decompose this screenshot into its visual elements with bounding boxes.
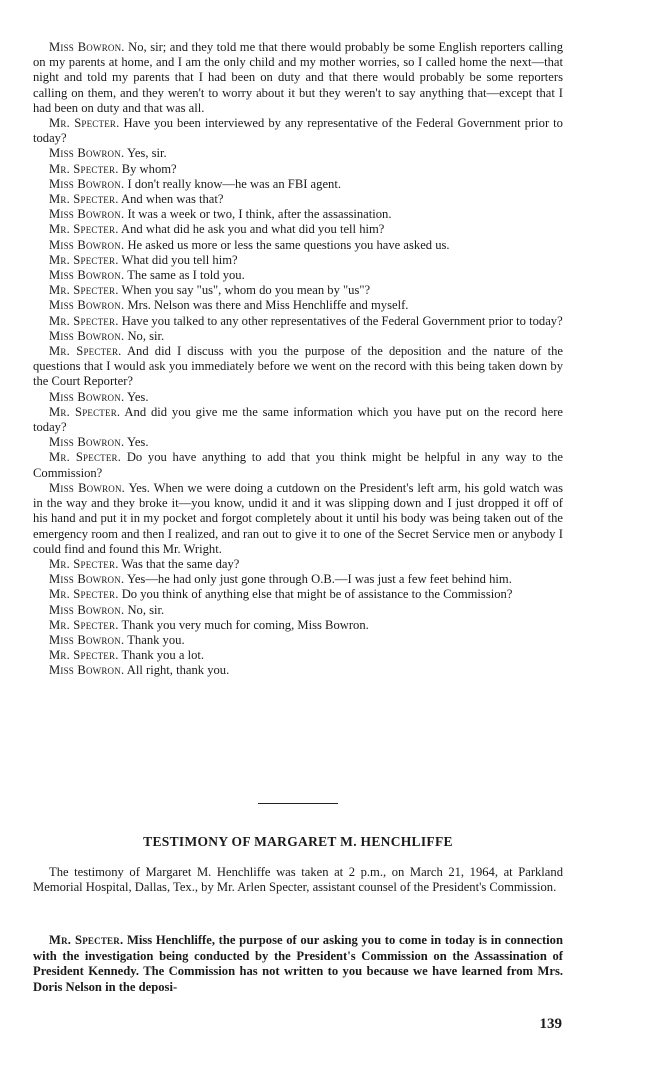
speaker-label: Mr. Specter. <box>49 116 120 131</box>
opening-paragraph <box>33 933 563 995</box>
spoken-text: Mrs. Nelson was there and Miss Henchliffe and myself. <box>124 298 409 313</box>
speaker-label: Mr. Specter. <box>49 161 119 176</box>
speaker-label: Mr. Specter. <box>49 192 119 207</box>
spoken-text: And what did he ask you and what did you tell him? <box>118 222 385 237</box>
spoken-text: Have you been interviewed by any representative of the Federal Government prior to today? <box>33 116 563 146</box>
speaker-label: Miss Bowron. <box>49 207 125 222</box>
spoken-text: Do you think of anything else that might be of assistance to the Commission? <box>118 587 513 602</box>
speaker-label: Mr. Specter. <box>49 222 119 237</box>
speaker-label: Miss Bowron. <box>49 328 125 343</box>
transcript-paragraph <box>33 253 563 268</box>
speaker-label: Mr. Specter. <box>49 252 119 267</box>
transcript-paragraph <box>33 481 563 557</box>
spoken-text: He asked us more or less the same questions you have asked us. <box>124 237 450 252</box>
spoken-text: Have you talked to any other representatives of the Federal Government prior to today? <box>118 313 563 328</box>
spoken-text: I don't really know—he was an FBI agent. <box>124 176 341 191</box>
speaker-label: Miss Bowron. <box>49 435 125 450</box>
transcript-paragraph <box>33 146 563 161</box>
spoken-text: Miss Henchliffe, the purpose of our asking you to come in today is in connection with the investigation being conducted by the President's Commission on the Assassination of President Kennedy. The Commission has not written to you because we have learned from Mrs. Doris Nelson in the deposi- <box>33 933 563 994</box>
spoken-text: Thank you. <box>124 632 185 647</box>
spoken-text: Thank you very much for coming, Miss Bowron. <box>118 617 369 632</box>
speaker-label: Miss Bowron. <box>49 389 125 404</box>
transcript-paragraph <box>33 450 563 480</box>
spoken-text: It was a week or two, I think, after the assassination. <box>124 207 392 222</box>
speaker-label: Miss Bowron. <box>49 663 125 678</box>
transcript-paragraph <box>33 177 563 192</box>
speaker-label: Miss Bowron. <box>49 146 125 161</box>
spoken-text: No, sir. <box>124 602 165 617</box>
spoken-text: And when was that? <box>118 192 224 207</box>
transcript-paragraph <box>33 283 563 298</box>
speaker-label: Mr. Specter. <box>49 648 119 663</box>
spoken-text: No, sir; and they told me that there would probably be some English reporters calling on my parents at home, and I am the only child and my mother worries, so I called home the next—that night and told my parents that I had been on duty and that there would probably be some reporters calling on them, and they weren't to worry about it but they weren't to say anything that—except that I had been on duty and that was all. <box>33 40 563 115</box>
speaker-label: Mr. Specter. <box>49 587 119 602</box>
speaker-label: Miss Bowron. <box>49 602 125 617</box>
transcript-paragraph <box>33 162 563 177</box>
transcript-paragraph <box>33 587 563 602</box>
speaker-label: Miss Bowron. <box>49 298 125 313</box>
speaker-label: Mr. Specter. <box>49 933 124 947</box>
transcript-paragraph <box>33 603 563 618</box>
speaker-label: Mr. Specter. <box>49 450 122 465</box>
transcript-paragraph <box>33 314 563 329</box>
spoken-text: Yes, sir. <box>124 146 167 161</box>
spoken-text: Do you have anything to add that you think might be helpful in any way to the Commission? <box>33 450 563 480</box>
transcript-paragraph <box>33 116 563 146</box>
transcript-paragraph <box>33 192 563 207</box>
page-number: 139 <box>539 1016 562 1032</box>
transcript-paragraph <box>33 390 563 405</box>
spoken-text: Yes. <box>124 389 149 404</box>
speaker-label: Miss Bowron. <box>49 632 125 647</box>
transcript-paragraph <box>33 663 563 678</box>
spoken-text: And did you give me the same information which you have put on the record here today? <box>33 404 563 435</box>
spoken-text: Was that the same day? <box>118 556 240 571</box>
transcript-paragraph <box>33 329 563 344</box>
speaker-label: Mr. Specter. <box>49 283 119 298</box>
spoken-text: Thank you a lot. <box>118 648 205 663</box>
speaker-label: Mr. Specter. <box>49 556 119 571</box>
section-title: TESTIMONY OF MARGARET M. HENCHLIFFE <box>143 834 453 849</box>
speaker-label: Miss Bowron. <box>49 40 125 54</box>
transcript-paragraph <box>33 344 563 390</box>
transcript-paragraph <box>33 633 563 648</box>
speaker-label: Miss Bowron. <box>49 480 126 495</box>
speaker-label: Mr. Specter. <box>49 404 121 419</box>
speaker-label: Miss Bowron. <box>49 572 125 587</box>
transcript-paragraph <box>33 557 563 572</box>
transcript-paragraph <box>33 405 563 435</box>
spoken-text: All right, thank you. <box>124 663 230 678</box>
spoken-text: Yes—he had only just gone through O.B.—I was just a few feet behind him. <box>124 572 512 587</box>
speaker-label: Miss Bowron. <box>49 237 125 252</box>
testimony-transcript <box>33 40 563 679</box>
section-divider <box>258 803 338 804</box>
intro-paragraph: The testimony of Margaret M. Henchliffe was taken at 2 p.m., on March 21, 1964, at Parkland Memorial Hospital, Dallas, Tex., by Mr. Arlen Specter, assistant counsel of the President's Commission. <box>33 865 563 895</box>
transcript-paragraph <box>33 207 563 222</box>
transcript-paragraph <box>33 238 563 253</box>
spoken-text: What did you tell him? <box>118 252 238 267</box>
testimony-intro <box>33 865 563 896</box>
spoken-text: No, sir. <box>124 328 165 343</box>
speaker-label: Miss Bowron. <box>49 268 125 283</box>
speaker-label: Miss Bowron. <box>49 176 125 191</box>
transcript-paragraph <box>33 435 563 450</box>
transcript-paragraph <box>33 222 563 237</box>
spoken-text: And did I discuss with you the purpose of the deposition and the nature of the questions that I would ask you immediately before we went on the record with this being taken down by the Court Reporter? <box>33 344 563 389</box>
transcript-paragraph <box>33 572 563 587</box>
spoken-text: Yes. <box>124 435 149 450</box>
transcript-paragraph <box>33 268 563 283</box>
opening-statement <box>33 933 563 995</box>
spoken-text: The same as I told you. <box>124 268 245 283</box>
speaker-label: Mr. Specter. <box>49 313 119 328</box>
transcript-paragraph <box>33 298 563 313</box>
transcript-paragraph <box>33 648 563 663</box>
speaker-label: Mr. Specter. <box>49 344 122 359</box>
speaker-label: Mr. Specter. <box>49 617 119 632</box>
transcript-paragraph <box>33 618 563 633</box>
spoken-text: When you say "us", whom do you mean by "us"? <box>118 283 371 298</box>
transcript-paragraph <box>33 40 563 116</box>
spoken-text: Yes. When we were doing a cutdown on the President's left arm, his gold watch was in the way and they broke it—you know, undid it and it was slipping down and I just dropped it off of his hand and put it in my pocket and forgot completely about it until his body was being taken out of the emergency room and then I realized, and ran out to give it to one of the Secret Service men or anybody I could find and found this Mr. Wright. <box>33 480 563 556</box>
spoken-text: By whom? <box>118 161 177 176</box>
